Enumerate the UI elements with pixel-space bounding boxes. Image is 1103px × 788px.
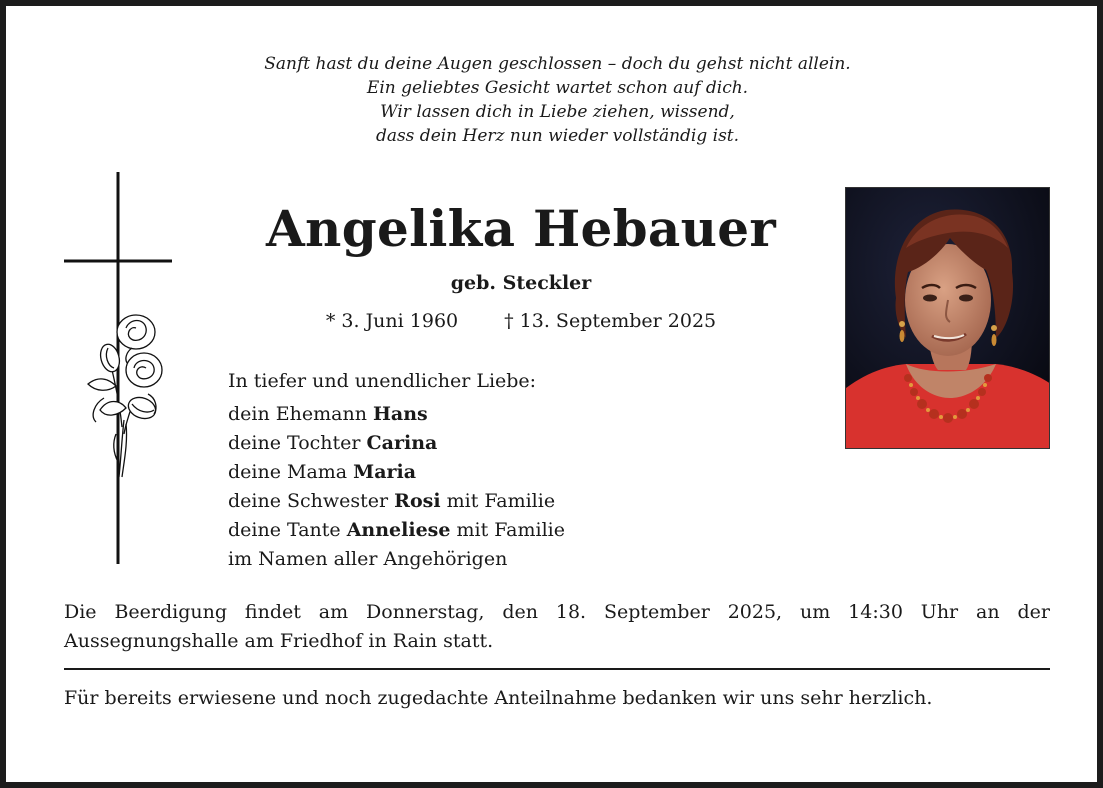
- relation-text: dein Ehemann: [228, 403, 373, 425]
- list-item: [228, 516, 565, 545]
- mourner-name: Rosi: [394, 490, 441, 512]
- relation-text: deine Mama: [228, 461, 354, 483]
- life-dates: [206, 308, 836, 334]
- list-item: [228, 545, 565, 574]
- relation-text: deine Tochter: [228, 432, 367, 454]
- relation-text: deine Schwester: [228, 490, 395, 512]
- relation-text: im Namen aller Angehörigen: [228, 548, 508, 570]
- portrait-illustration: [846, 188, 1050, 449]
- cross-with-roses-icon: [64, 172, 174, 564]
- list-item: [228, 429, 565, 458]
- funeral-notice: Die Beerdigung findet am Donnerstag, den 18. September 2025, um 14:30 Uhr an der Aussegnungshalle am Friedhof in Rain statt.: [64, 601, 1050, 652]
- birth-date: * 3. Juni 1960: [325, 310, 459, 332]
- thanks-notice: Für bereits erwiesene und noch zugedachte Anteilnahme bedanken wir uns sehr herzlich.: [64, 687, 933, 709]
- list-item: [228, 400, 565, 429]
- deceased-name: Angelika Hebauer: [265, 199, 777, 258]
- portrait-photo: [845, 187, 1050, 449]
- relation-suffix: mit Familie: [440, 490, 556, 512]
- relation-text: deine Tante: [228, 519, 347, 541]
- list-item: [228, 487, 565, 516]
- mourner-name: Hans: [372, 403, 428, 425]
- poem-line: Wir lassen dich in Liebe ziehen, wissend,: [380, 102, 735, 122]
- poem-line: Sanft hast du deine Augen geschlossen – doch du gehst nicht allein.: [264, 54, 851, 74]
- mourners-list: [228, 367, 565, 574]
- list-item: [228, 458, 565, 487]
- mourners-intro: In tiefer und unendlicher Liebe:: [228, 370, 537, 392]
- poem-line: dass dein Herz nun wieder vollständig ist.: [375, 126, 740, 146]
- relation-suffix: mit Familie: [450, 519, 565, 541]
- poem: [6, 52, 1103, 148]
- death-date: † 13. September 2025: [504, 310, 717, 332]
- birth-name: geb. Steckler: [450, 272, 592, 294]
- mourner-name: Anneliese: [346, 519, 451, 541]
- mourner-name: Carina: [366, 432, 438, 454]
- divider: [64, 668, 1050, 670]
- poem-line: Ein geliebtes Gesicht wartet schon auf dich.: [366, 78, 749, 98]
- mourner-name: Maria: [353, 461, 417, 483]
